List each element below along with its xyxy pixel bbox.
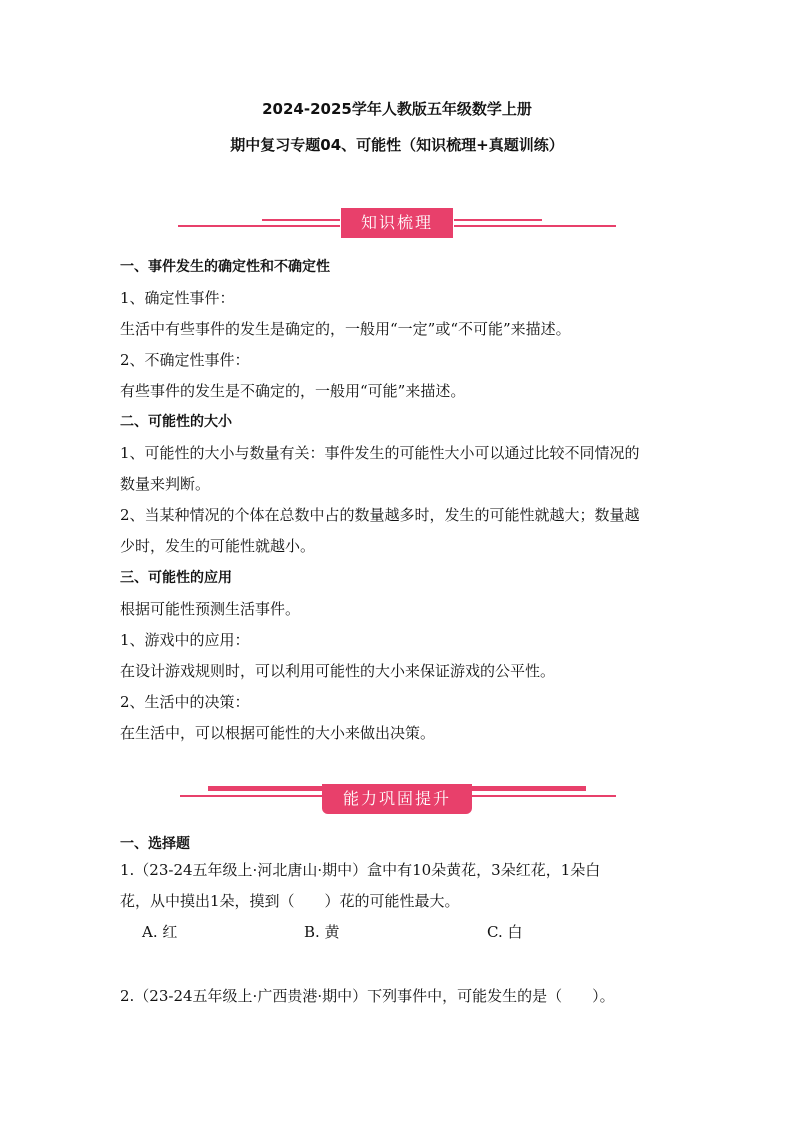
banner-line-right [454,225,616,227]
section-3-item-2-text: 在生活中，可以根据可能性的大小来做出决策。 [120,724,436,742]
knowledge-banner-label: 知识梳理 [341,208,453,238]
section-1-item-1-text: 生活中有些事件的发生是确定的，一般用“一定”或“不可能”来描述。 [120,320,571,338]
section-1-item-2: 2、不确定性事件： [120,351,250,369]
ability-banner-label: 能力巩固提升 [322,784,472,814]
section-3-intro: 根据可能性预测生活事件。 [120,600,301,618]
question-1-line-1: 1.（23-24五年级上·河北唐山·期中）盒中有10朵黄花，3朵红花，1朵白 [120,861,601,879]
question-2-line-1: 2.（23-24五年级上·广西贵港·期中）下列事件中，可能发生的是（ ）。 [120,987,615,1005]
banner-line-left [178,225,340,227]
question-1-option-b: B. 黄 [304,923,340,941]
section-2-item-2-line-1: 2、当某种情况的个体在总数中占的数量越多时，发生的可能性就越大；数量越 [120,506,640,524]
section-3-item-1-text: 在设计游戏规则时，可以利用可能性的大小来保证游戏的公平性。 [120,662,556,680]
exercise-heading: 一、选择题 [120,836,190,852]
section-3-heading: 三、可能性的应用 [120,570,232,586]
section-1-item-2-text: 有些事件的发生是不确定的，一般用“可能”来描述。 [120,382,466,400]
section-2-item-1-line-1: 1、可能性的大小与数量有关：事件发生的可能性大小可以通过比较不同情况的 [120,444,640,462]
section-2-heading: 二、可能性的大小 [120,414,232,430]
question-1-option-a: A. 红 [142,923,178,941]
section-2-item-1-line-2: 数量来判断。 [120,475,211,493]
doc-title-line2: 期中复习专题04、可能性（知识梳理+真题训练） [230,136,564,154]
section-1-item-1: 1、确定性事件： [120,289,235,307]
section-3-item-2: 2、生活中的决策： [120,693,250,711]
section-2-item-2-line-2: 少时，发生的可能性就越小。 [120,537,316,555]
section-1-heading: 一、事件发生的确定性和不确定性 [120,259,330,275]
question-1-option-c: C. 白 [487,923,523,941]
section-3-item-1: 1、游戏中的应用： [120,631,250,649]
doc-title-line1: 2024-2025学年人教版五年级数学上册 [262,100,532,118]
banner-line-right-accent [454,219,542,221]
banner-line-left-accent [262,219,340,221]
question-1-line-2: 花，从中摸出1朵，摸到（ ）花的可能性最大。 [120,892,460,910]
